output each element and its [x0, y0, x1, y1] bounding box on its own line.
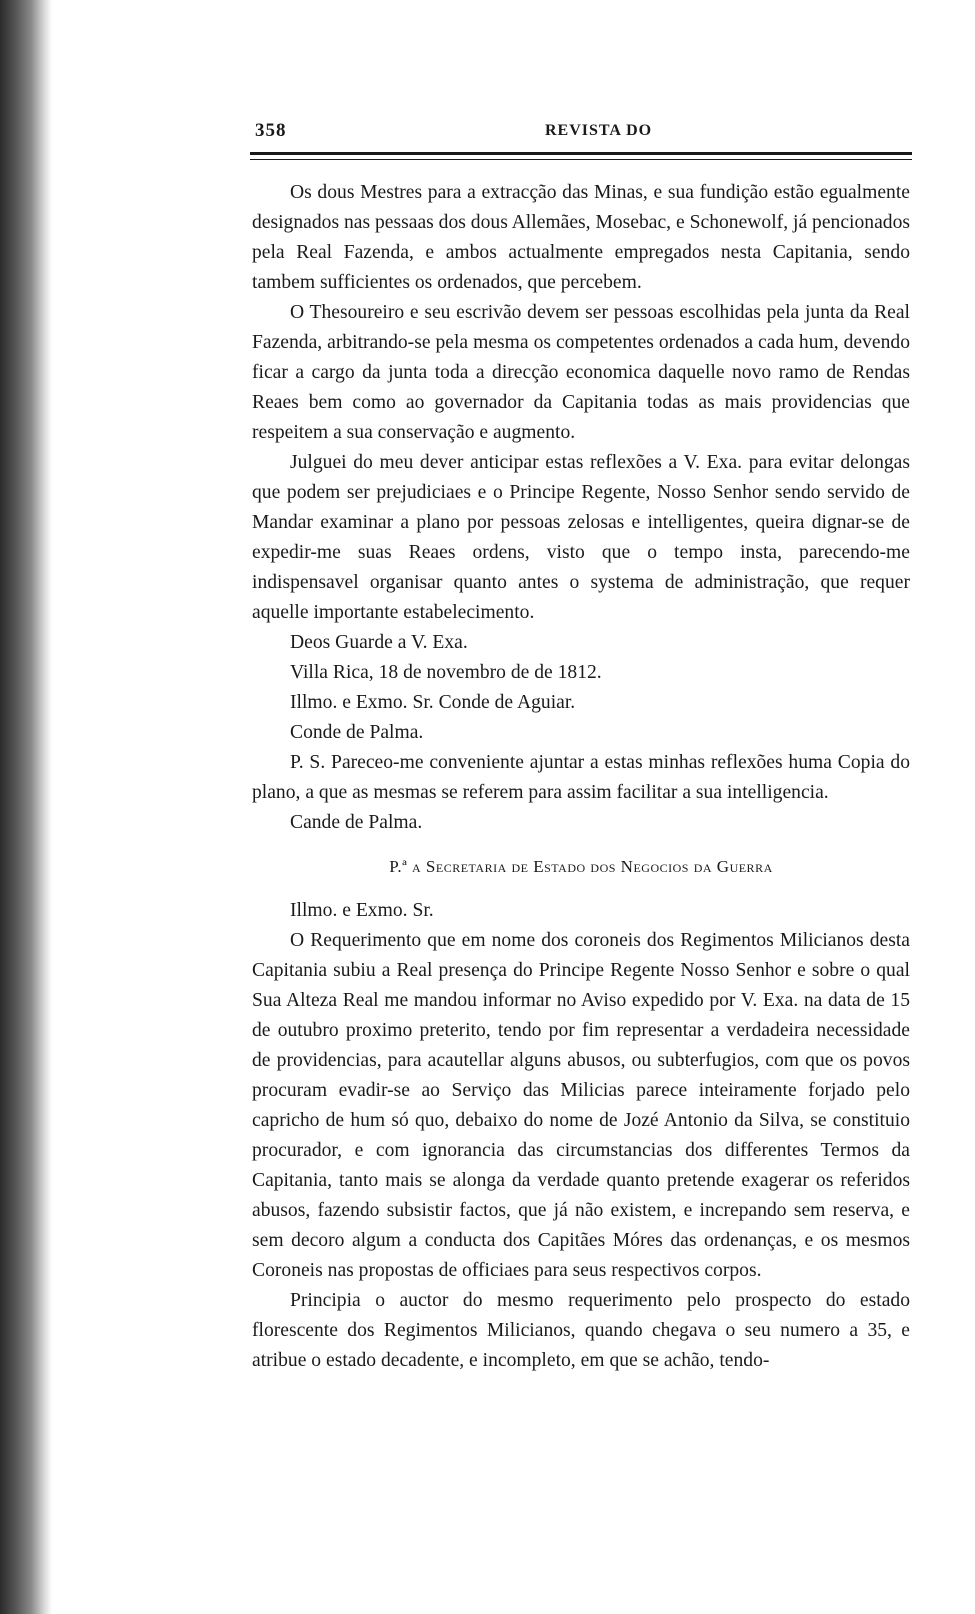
- closing-line: Villa Rica, 18 de novembro de de 1812.: [290, 662, 602, 683]
- paragraph: Principia o auctor do mesmo requerimento pelo prospecto do estado florescente dos Regimentos Milicianos, quando chegava o seu numero a 35, e atribue o estado decadente, e incompleto, em que se achão, tendo-: [252, 1290, 910, 1371]
- postscript: P. S. Pareceo-me conveniente ajuntar a estas minhas reflexões huma Copia do plano, a que as mesmas se referem para assim facilitar a sua intelligencia.: [252, 752, 910, 803]
- page-body: [252, 178, 910, 1376]
- closing-line: Deos Guarde a V. Exa.: [290, 632, 468, 653]
- paragraph: Julguei do meu dever anticipar estas reflexões a V. Exa. para evitar delongas que podem ser prejudiciaes e o Principe Regente, Nosso Senhor sendo servido de Mandar examinar a plano por pessoas zelosas e intelligentes, queira dignar-se de expedir-me suas Reaes ordens, visto que o tempo insta, parecendo-me indispensavel organisar quanto antes o systema de administração, que requer aquelle importante estabelecimento.: [252, 452, 910, 623]
- salutation: Illmo. e Exmo. Sr.: [290, 900, 434, 921]
- page-header: [255, 120, 910, 146]
- closing-line: Illmo. e Exmo. Sr. Conde de Aguiar.: [290, 692, 576, 713]
- header-rule: [250, 152, 912, 160]
- page-number: 358: [255, 120, 287, 141]
- running-title: REVISTA DO: [545, 122, 653, 139]
- signature: Conde de Palma.: [290, 722, 424, 743]
- paragraph: O Requerimento que em nome dos coroneis dos Regimentos Milicianos desta Capitania subiu a Real presença do Principe Regente Nosso Senhor e sobre o qual Sua Alteza Real me mandou informar no Aviso expedido por V. Exa. na data de 15 de outubro proximo preterito, tendo por fim representar a verdadeira necessidade de providencias, para acautellar alguns abusos, ou subterfugios, com que os povos procuram evadir-se ao Serviço das Milicias parece inteiramente forjado pelo capricho de hum só quo, debaixo do nome de Jozé Antonio da Silva, se constituio procurador, e com ignorancia das circumstancias dos differentes Termos da Capitania, tanto mais se alonga da verdade quanto pretende exagerar os referidos abusos, fazendo subsistir factos, que já não existem, e increpando sem reserva, e sem decoro algum a conducta dos Capitães Móres das ordenanças, e os mesmos Coroneis nas propostas de officiaes para seus respectivos corpos.: [252, 930, 910, 1281]
- scanned-page-edge: [0, 0, 52, 1614]
- paragraph: Os dous Mestres para a extracção das Minas, e sua fundição estão egualmente designados nas pessaas dos dous Allemães, Mosebac, e Schonewolf, já pencionados pela Real Fazenda, e ambos actualmente empregados nesta Capitania, sendo tambem sufficientes os ordenados, que percebem.: [252, 182, 910, 293]
- postscript-signature: Cande de Palma.: [290, 812, 423, 833]
- letter-heading: P.ª a Secretaria de Estado dos Negocios da Guerra: [389, 857, 773, 876]
- paragraph: O Thesoureiro e seu escrivão devem ser pessoas escolhidas pela junta da Real Fazenda, arbitrando-se pela mesma os competentes ordenados a cada hum, devendo ficar a cargo da junta toda a direcção economica daquelle novo ramo de Rendas Reaes bem como ao governador da Capitania todas as mais providencias que respeitem a sua conservação e augmento.: [252, 302, 910, 443]
